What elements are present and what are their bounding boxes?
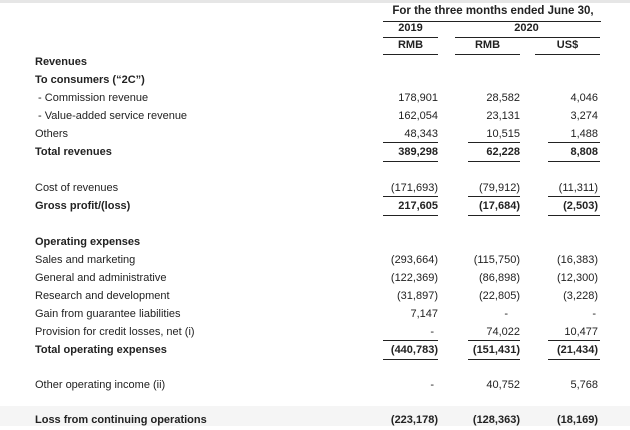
value-2019-rmb: (122,369) bbox=[390, 272, 438, 284]
row-label: Operating expenses bbox=[35, 236, 141, 248]
row-label: Revenues bbox=[35, 56, 87, 68]
value-2020-usd: (16,383) bbox=[557, 254, 598, 266]
table-row bbox=[0, 252, 630, 268]
total-revenues-row bbox=[0, 144, 630, 160]
row-label: To consumers (“2C”) bbox=[35, 74, 145, 86]
year-2020-header: 2020 bbox=[514, 22, 539, 34]
value-2020-usd: (21,434) bbox=[557, 344, 598, 356]
rule-below-total-opex-3 bbox=[548, 359, 600, 360]
row-label: Cost of revenues bbox=[35, 182, 119, 194]
row-label: Research and development bbox=[35, 290, 170, 302]
value-2020-rmb: (22,805) bbox=[479, 290, 520, 302]
row-label: Provision for credit losses, net (i) bbox=[35, 326, 195, 338]
row-label: - Commission revenue bbox=[35, 92, 149, 104]
value-2020-rmb: (128,363) bbox=[472, 414, 520, 426]
value-2019-rmb: 7,147 bbox=[410, 308, 438, 320]
value-2019-rmb: 178,901 bbox=[398, 92, 438, 104]
value-2020-usd: (2,503) bbox=[563, 200, 598, 212]
value-2020-rmb: 40,752 bbox=[486, 379, 520, 391]
value-2020-rmb: 23,131 bbox=[486, 110, 520, 122]
rule-above-total-revenues-2 bbox=[468, 142, 520, 143]
table-row bbox=[0, 324, 630, 340]
rule-above-total-revenues-3 bbox=[548, 142, 600, 143]
section-header-to-consumers bbox=[0, 72, 630, 88]
value-2020-usd: (11,311) bbox=[558, 182, 598, 194]
header-rule-2020 bbox=[455, 37, 600, 38]
table-row bbox=[0, 180, 630, 196]
rule-below-gross-profit-2 bbox=[468, 215, 520, 216]
row-label: Total operating expenses bbox=[35, 344, 167, 356]
rule-below-gross-profit-1 bbox=[383, 215, 438, 216]
rule-below-gross-profit-3 bbox=[548, 215, 600, 216]
value-2020-usd: 1,488 bbox=[570, 128, 598, 140]
value-2019-rmb: 389,298 bbox=[398, 146, 438, 158]
rule-above-gross-profit-1 bbox=[383, 196, 438, 197]
table-row bbox=[0, 126, 630, 142]
top-divider bbox=[0, 0, 630, 3]
row-label: Sales and marketing bbox=[35, 254, 136, 266]
value-2019-rmb: (293,664) bbox=[390, 254, 438, 266]
value-2020-rmb: (115,750) bbox=[473, 254, 520, 266]
rule-above-gross-profit-3 bbox=[548, 196, 600, 197]
period-header: For the three months ended June 30, bbox=[392, 5, 594, 17]
value-2019-rmb: (440,783) bbox=[390, 344, 438, 356]
rule-below-total-opex-1 bbox=[383, 359, 438, 360]
rule-above-total-revenues-1 bbox=[383, 142, 438, 143]
value-2020-rmb: (151,431) bbox=[472, 344, 520, 356]
rule-below-total-revenues-3 bbox=[548, 161, 600, 162]
table-row bbox=[0, 377, 630, 393]
rule-above-total-opex-1 bbox=[383, 340, 438, 341]
value-2020-usd: - bbox=[592, 308, 596, 320]
row-label: Others bbox=[35, 128, 69, 140]
value-2020-usd: 5,768 bbox=[570, 379, 598, 391]
value-2019-rmb: - bbox=[430, 326, 434, 338]
rule-below-total-opex-2 bbox=[468, 359, 520, 360]
table-row bbox=[0, 90, 630, 106]
row-label: Gross profit/(loss) bbox=[35, 200, 131, 212]
total-operating-expenses-row bbox=[0, 342, 630, 358]
section-header-operating-expenses bbox=[0, 234, 630, 250]
row-label: Other operating income (ii) bbox=[35, 379, 166, 391]
currency-rmb-2020-header: RMB bbox=[474, 39, 501, 51]
value-2020-rmb: (79,912) bbox=[479, 182, 520, 194]
table-row bbox=[0, 108, 630, 124]
header-rule-2019 bbox=[383, 37, 438, 38]
section-header-revenues bbox=[0, 54, 630, 70]
value-2020-rmb: (17,684) bbox=[479, 200, 520, 212]
value-2019-rmb: (31,897) bbox=[397, 290, 438, 302]
value-2019-rmb: (171,693) bbox=[390, 182, 438, 194]
currency-usd-header: US$ bbox=[556, 39, 579, 51]
value-2019-rmb: 162,054 bbox=[398, 110, 438, 122]
row-label: Loss from continuing operations bbox=[35, 414, 207, 426]
value-2020-usd: (3,228) bbox=[563, 290, 598, 302]
value-2019-rmb: - bbox=[430, 379, 434, 391]
currency-rmb-2019-header: RMB bbox=[397, 39, 424, 51]
table-row bbox=[0, 270, 630, 286]
value-2019-rmb: 217,605 bbox=[398, 200, 438, 212]
row-label: Total revenues bbox=[35, 146, 112, 158]
value-2020-usd: 10,477 bbox=[564, 326, 598, 338]
value-2020-rmb: - bbox=[504, 308, 508, 320]
rule-below-total-revenues-2 bbox=[468, 161, 520, 162]
value-2020-rmb: (86,898) bbox=[479, 272, 520, 284]
table-row bbox=[0, 306, 630, 322]
loss-from-continuing-operations-row bbox=[0, 412, 630, 428]
row-label: Gain from guarantee liabilities bbox=[35, 308, 181, 320]
value-2020-rmb: 74,022 bbox=[486, 326, 520, 338]
value-2019-rmb: (223,178) bbox=[390, 414, 438, 426]
gross-profit-row bbox=[0, 198, 630, 214]
rule-above-total-opex-3 bbox=[548, 340, 600, 341]
rule-below-total-revenues-1 bbox=[383, 161, 438, 162]
value-2020-rmb: 62,228 bbox=[486, 146, 520, 158]
table-row bbox=[0, 288, 630, 304]
value-2020-usd: 8,808 bbox=[570, 146, 598, 158]
value-2020-usd: (12,300) bbox=[557, 272, 598, 284]
value-2020-usd: (18,169) bbox=[557, 414, 598, 426]
row-label: General and administrative bbox=[35, 272, 167, 284]
year-2019-header: 2019 bbox=[398, 22, 423, 34]
value-2020-rmb: 10,515 bbox=[486, 128, 520, 140]
value-2019-rmb: 48,343 bbox=[404, 128, 438, 140]
value-2020-rmb: 28,582 bbox=[486, 92, 520, 104]
rule-above-gross-profit-2 bbox=[468, 196, 520, 197]
row-label: - Value-added service revenue bbox=[35, 110, 188, 122]
rule-above-total-opex-2 bbox=[468, 340, 520, 341]
value-2020-usd: 4,046 bbox=[570, 92, 598, 104]
value-2020-usd: 3,274 bbox=[570, 110, 598, 122]
